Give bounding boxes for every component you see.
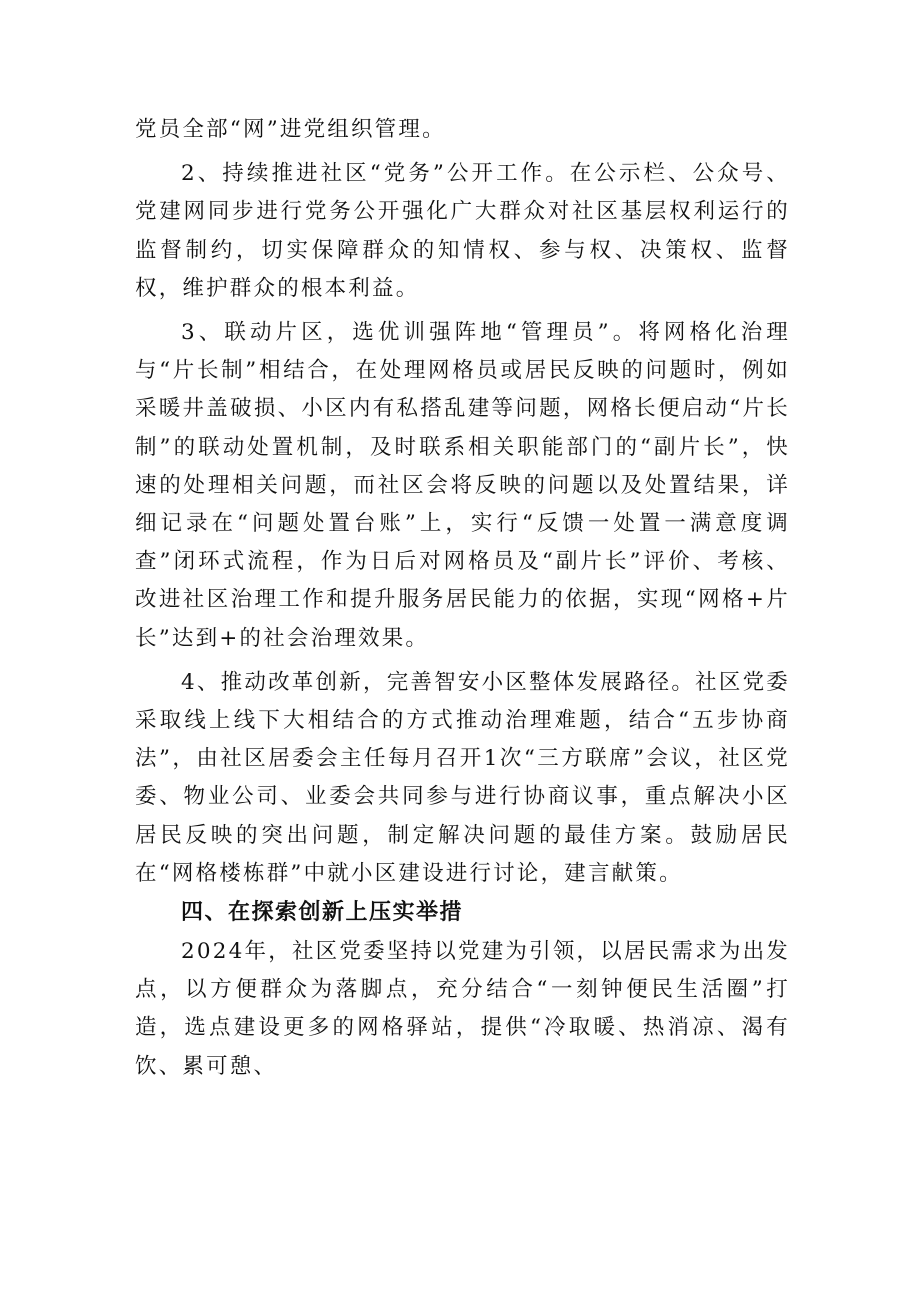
- section-heading: 四、在探索创新上压实举措: [181, 900, 464, 926]
- document-body: [135, 111, 790, 1086]
- paragraph-section-4-intro: 2024年，社区党委坚持以党建为引领，以居民需求为出发点，以方便群众为落脚点，充分结合“一刻钟便民生活圈”打造，选点建设更多的网格驿站，提供“冷取暖、热消凉、渴有饮、累可憩、: [135, 939, 790, 1079]
- paragraph-continuation: 党员全部“网”进党组织管理。: [135, 117, 446, 142]
- paragraph-item-3: 3、联动片区，选优训强阵地“管理员”。将网格化治理与“片长制”相结合，在处理网格员或居民反映的问题时，例如采暖井盖破损、小区内有私搭乱建等问题，网格长便启动“片长制”的联动处置机制，及时联系相关职能部门的“副片长”，快速的处理相关问题，而社区会将反映的问题以及处置结果，详细记录在“问题处置台账”上，实行“反馈一处置一满意度调查”闭环式流程，作为日后对网格员及“副片长”评价、考核、改进社区治理工作和提升服务居民能力的依据，实现“网格+片长”达到+的社会治理效果。: [135, 320, 790, 651]
- paragraph-item-4: 4、推动改革创新，完善智安小区整体发展路径。社区党委采取线上线下大相结合的方式推动治理难题，结合“五步协商法”，由社区居委会主任每月召开1次“三方联席”会议，社区党委、物业公司、业委会共同参与进行协商议事，重点解决小区居民反映的突出问题，制定解决问题的最佳方案。鼓励居民在“网格楼栋群”中就小区建设进行讨论，建言献策。: [135, 669, 790, 886]
- paragraph-item-2: 2、持续推进社区“党务”公开工作。在公示栏、公众号、党建网同步进行党务公开强化广大群众对社区基层权利运行的监督制约，切实保障群众的知情权、参与权、决策权、监督权，维护群众的根本利益。: [135, 161, 790, 301]
